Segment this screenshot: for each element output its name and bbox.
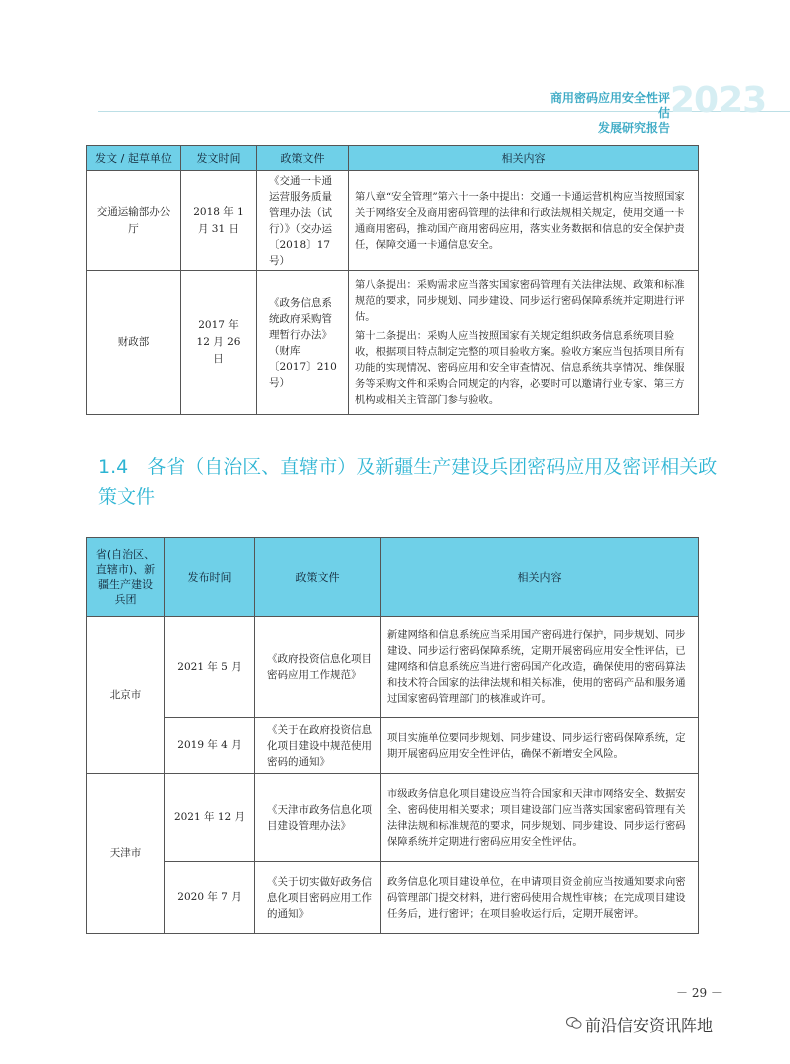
date-cell: 2020 年 7 月	[165, 862, 255, 934]
content-cell: 项目实施单位要同步规划、同步建设、同步运行密码保障系统，定期开展密码应用安全性评估，确保不新增安全风险。	[381, 718, 699, 774]
date-cell: 2018 年 1 月 31 日	[181, 171, 257, 271]
policy-table-1	[86, 145, 699, 415]
doc-cell: 《关于切实做好政务信息化项目密码应用工作的通知》	[255, 862, 381, 934]
table-row	[87, 862, 699, 934]
date-cell: 2021 年 12 月	[165, 774, 255, 862]
policy-table-2	[86, 537, 699, 934]
date-cell: 2019 年 4 月	[165, 718, 255, 774]
unit-cell: 交通运输部办公厅	[87, 171, 181, 271]
table-header-row	[87, 538, 699, 617]
col-header-region: 省(自治区、直辖市)、新疆生产建设兵团	[87, 538, 165, 617]
report-title-line2: 发展研究报告	[597, 121, 670, 135]
report-title-line1: 商用密码应用安全性评估	[549, 91, 670, 120]
table-row	[87, 171, 699, 271]
table-row	[87, 271, 699, 415]
table-row	[87, 617, 699, 718]
content-cell	[349, 171, 699, 271]
content-cell: 新建网络和信息系统应当采用国产密码进行保护，同步规划、同步建设、同步运行密码保障系统，定期开展密码应用安全性评估，已建网络和信息系统应当进行密码国产化改造，确保使用的密码算法和技术符合国家的法律法规和相关标准，使用的密码产品和服务通过国家密码管理部门的核准或许可。	[381, 617, 699, 718]
col-header-date: 发文时间	[181, 146, 257, 171]
wechat-icon	[566, 1016, 582, 1030]
page-number: － 29 －	[676, 986, 723, 1000]
col-header-doc: 政策文件	[255, 538, 381, 617]
col-header-content: 相关内容	[349, 146, 699, 171]
col-header-content: 相关内容	[381, 538, 699, 617]
region-cell: 北京市	[87, 617, 165, 774]
col-header-unit: 发文 / 起草单位	[87, 146, 181, 171]
date-cell: 2021 年 5 月	[165, 617, 255, 718]
content-paragraph: 第十二条提出：采购人应当按照国家有关规定组织政务信息系统项目验收，根据项目特点制定完整的项目验收方案。验收方案应当包括项目所有功能的实现情况、密码应用和安全审查情况、信息系统共享情况、维保服务等采购文件和采购合同规定的内容，必要时可以邀请行业专家、第三方机构或相关主管部门参与验收。	[355, 330, 685, 406]
doc-cell: 《关于在政府投资信息化项目建设中规范使用密码的通知》	[255, 718, 381, 774]
content-cell: 市级政务信息化项目建设应当符合国家和天津市网络安全、数据安全、密码使用相关要求；项目建设部门应当落实国家密码管理有关法律法规和标准规范的要求，同步规划、同步建设、同步运行密码保障系统并定期进行密码应用安全性评估。	[381, 774, 699, 862]
table-row	[87, 718, 699, 774]
unit-cell: 财政部	[87, 271, 181, 415]
col-header-doc: 政策文件	[257, 146, 349, 171]
content-cell: 政务信息化项目建设单位，在申请项目资金前应当按通知要求向密码管理部门提交材料，进行密码使用合规性审核；在完成项目建设任务后，进行密评；在项目验收运行后，定期开展密评。	[381, 862, 699, 934]
doc-cell: 《天津市政务信息化项目建设管理办法》	[255, 774, 381, 862]
date-cell: 2017 年 12 月 26 日	[181, 271, 257, 415]
section-title: 1.4 各省（自治区、直辖市）及新疆生产建设兵团密码应用及密评相关政策文件	[98, 456, 718, 508]
table-row	[87, 774, 699, 862]
report-year: 2023	[670, 80, 767, 121]
doc-cell: 《政务信息系统政府采购管理暂行办法》（财库〔2017〕210 号）	[257, 271, 349, 415]
doc-cell: 《政府投资信息化项目密码应用工作规范》	[255, 617, 381, 718]
col-header-date: 发布时间	[165, 538, 255, 617]
watermark-text: 前沿信安资讯阵地	[585, 1016, 714, 1035]
doc-cell: 《交通一卡通运营服务质量管理办法（试行）》（交办运〔2018〕17 号）	[257, 171, 349, 271]
content-cell	[349, 271, 699, 415]
content-paragraph: 第八条提出：采购需求应当落实国家密码管理有关法律法规、政策和标准规范的要求，同步规划、同步建设、同步运行密码保障系统并定期进行评估。	[355, 279, 685, 323]
report-title	[540, 91, 670, 136]
region-cell: 天津市	[87, 774, 165, 934]
content-paragraph: 第八章“安全管理”第六十一条中提出：交通一卡通运营机构应当按照国家关于网络安全及商用密码管理的法律和行政法规相关规定，使用交通一卡通商用密码，推动国产商用密码应用，落实业务数据和信息的安全保护责任，保障交通一卡通信息安全。	[355, 190, 685, 251]
table-header-row	[87, 146, 699, 171]
